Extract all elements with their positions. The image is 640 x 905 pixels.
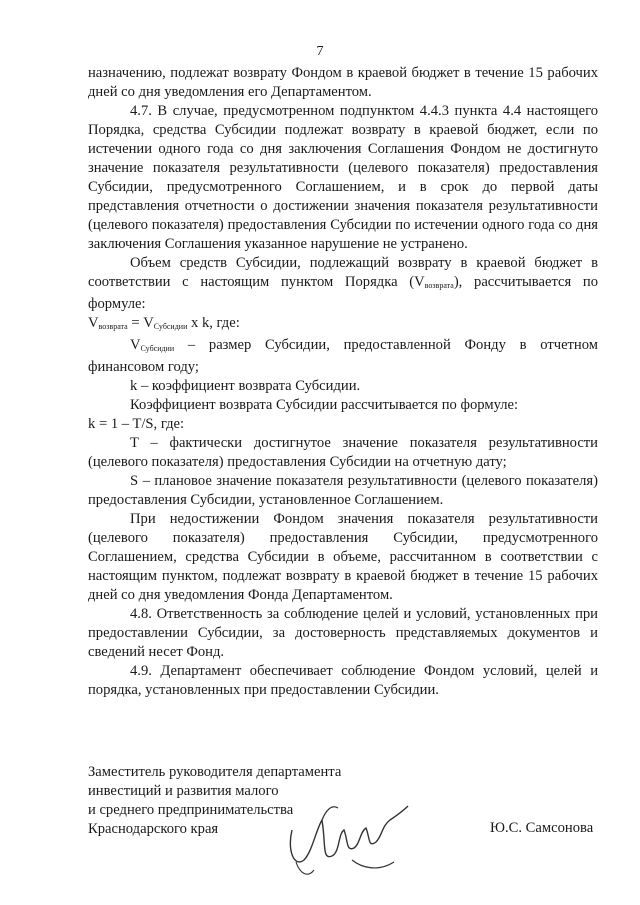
definition-s: S – плановое значение показателя результативности (целевого показателя) предоставления Субсидии, установленное Соглашением.: [88, 473, 598, 508]
paragraph-return-volume: Объем средств Субсидии, подлежащий возврату в краевой бюджет в соответствии с настоящим пунктом Порядка $(V_{возврата})$, рассчитывается по формуле:: [88, 255, 598, 312]
definition-v-subsidy: $V_{Субсидии}$ – размер Субсидии, предоставленной Фонду в отчетном финансовом году;: [88, 337, 598, 375]
document-body: [88, 64, 598, 700]
definition-k: k – коэффициент возврата Субсидии.: [130, 378, 361, 394]
signatory-name: Ю.С. Самсонова: [490, 820, 594, 836]
paragraph-continuation: назначению, подлежат возврату Фондом в краевой бюджет в течение 15 рабочих дней со дня уведомления его Департаментом.: [88, 65, 598, 100]
formula-return-volume: $V_{возврата} = V_{Субсидии}$ x k, где:: [88, 315, 240, 331]
signatory-line: и среднего предпринимательства: [88, 802, 294, 818]
signatory-line: Краснодарского края: [88, 821, 219, 837]
signatory-line: инвестиций и развития малого: [88, 783, 279, 799]
signatory-line: Заместитель руководителя департамента: [88, 764, 342, 780]
paragraph-4-8: 4.8. Ответственность за соблюдение целей и условий, установленных при предоставлении Субсидии, за достоверность представляемых документов и сведений несет Фонд.: [88, 606, 598, 660]
definition-t: T – фактически достигнутое значение показателя результативности (целевого показателя) предоставления Субсидии на отчетную дату;: [88, 435, 598, 470]
paragraph-coefficient: Коэффициент возврата Субсидии рассчитывается по формуле:: [130, 397, 519, 413]
handwritten-signature: [282, 790, 432, 880]
paragraph-4-9: 4.9. Департамент обеспечивает соблюдение Фондом условий, целей и порядка, установленных при предоставлении Субсидии.: [88, 663, 598, 698]
page-number: 7: [316, 44, 324, 59]
formula-coefficient: k = 1 – T/S, где:: [88, 416, 185, 432]
paragraph-4-7: 4.7. В случае, предусмотренном подпунктом 4.4.3 пункта 4.4 настоящего Порядка, средства Субсидии подлежат возврату в краевой бюджет, если по истечении одного года со дня заключения Соглашения Фондом не достигнуто значение показателя результативности (целевого показателя) предоставления Субсидии, предусмотренного Соглашением, и в срок до первой даты представления отчетности о достижении значения показателя результативности (целевого показателя) предоставления Субсидии по истечении одного года со дня заключения Соглашения указанное нарушение не устранено.: [88, 103, 598, 252]
paragraph-non-achievement: При недостижении Фондом значения показателя результативности (целевого показателя) предоставления Субсидии, предусмотренного Соглашением, средства Субсидии в объеме, рассчитанном в соответствии с настоящим пунктом, подлежат возврату в краевой бюджет в течение 15 рабочих дней со дня уведомления Фонда Департаментом.: [88, 511, 598, 603]
